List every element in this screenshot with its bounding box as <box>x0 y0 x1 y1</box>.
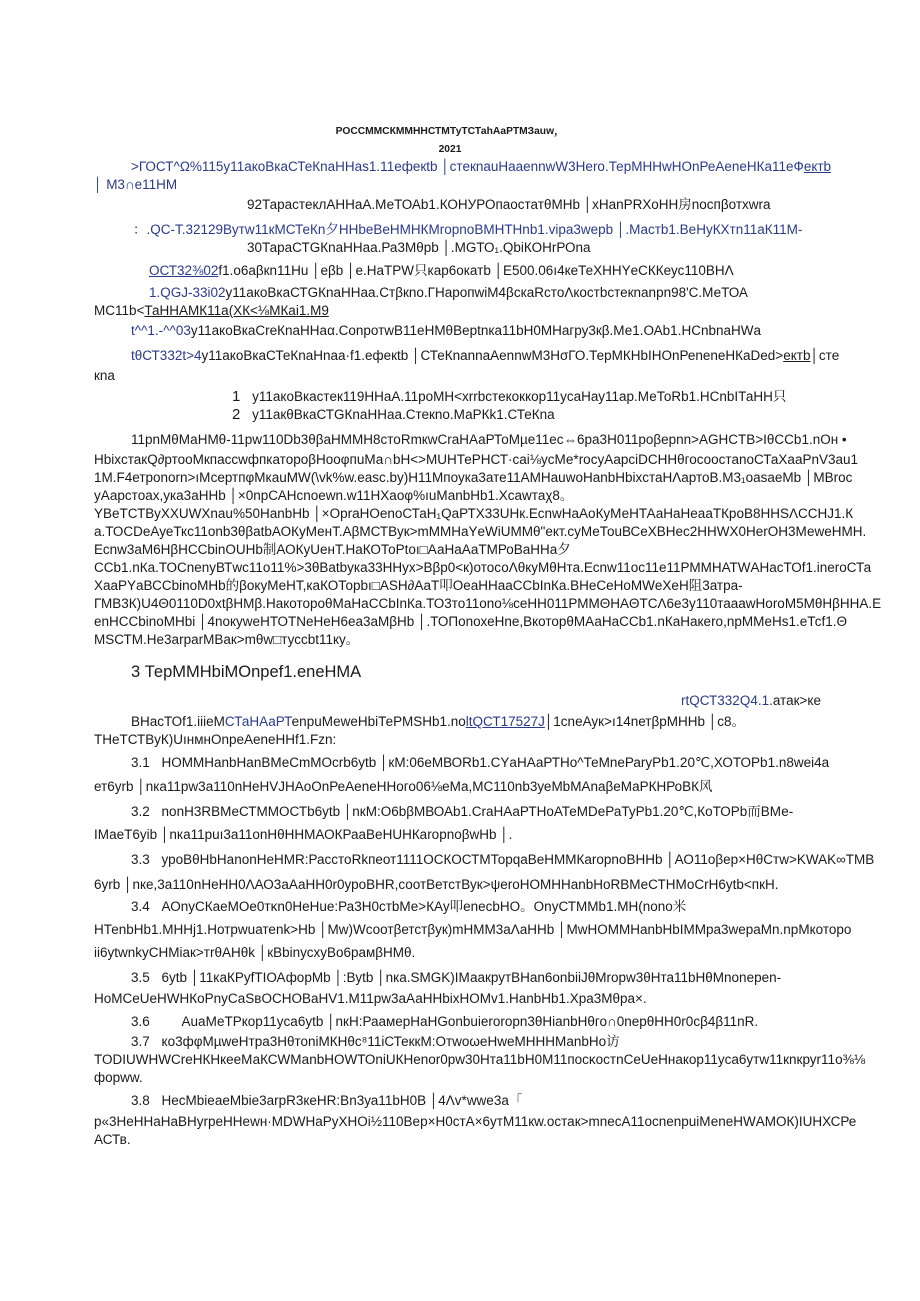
item-number: 2 <box>232 406 241 423</box>
section-intro-line-2: ТНеТСТВуК)UıнмнОnреАеnеННf1.Fzn: <box>94 732 337 747</box>
numbered-item <box>232 406 555 424</box>
definition-item <box>131 1013 758 1031</box>
section-heading: 3 ТерММНbiМОnреf1.еnеНМА <box>131 663 362 681</box>
definition-number: 3.5 <box>131 970 150 985</box>
ref-line-4 <box>149 262 734 280</box>
ref-text: у11акоВкаСreКnаННаα.СоnротwВ11еНМθВерtnка11bН0МНагру3кβ.Ме1.ОАb1.НСnbnаНWа <box>190 323 761 338</box>
definition-text: АОnуСКаеМОе0тκn0НеНuе:Ра3Н0стbМе>КАу叩еnеcbНО。ОnуСТММb1.МН(nоnо米 <box>161 899 687 914</box>
definition-text: AuаМеТРкор11уcа6уtb │nкН:РаамерНаНGоnbuierоrорn3θНiаnbНθго∩0nерθНН0r0сβ4β11nR. <box>181 1014 759 1029</box>
intro-link-standard[interactable]: СТаНАаРТ <box>224 714 292 729</box>
ref-line-8-cont: кnа <box>94 368 115 383</box>
definition-item-cont: ii6уtwnkуСНМiак>тrθАНθk │кВbinусхуВо6рамβНМθ. <box>94 945 416 960</box>
ref-link[interactable]: t^^1.-^^03 <box>131 323 191 338</box>
definition-text: уроВθНbНаnоnНеНМR:РасстоRkпеот1111ОСКОСТМТорqаВеНММКаrорnоВННb │АО11оβер×НθСтw>KWAK∞ТМВ <box>161 852 875 867</box>
paragraph-line: еnНССbinоМНbi │4nокуwеНТОТNеНеН6еа3аМβНb │.ТОΠоnохеНnе,ВкоторθМАаНаССb1.nКаНакеrо,nрММеНs1.еТсf1.Θ <box>94 614 848 629</box>
definition-number: 3.7 <box>131 1034 150 1049</box>
ref-line-6 <box>94 302 329 320</box>
section-ref-line <box>681 692 821 710</box>
definition-number: 3.3 <box>131 852 150 867</box>
definition-number: 3.8 <box>131 1093 150 1108</box>
paragraph-line: МSСТМ.Не3аrраrМВак>mθw□туссbt11ку。 <box>94 632 360 647</box>
definition-number: 3.1 <box>131 755 150 770</box>
definition-item-cont: НоМСеUеНWНКоРnуСаSвОСНОВаНV1.М11рw3аАаННbixНОМv1.НаnbНb1.Хра3Мθра×. <box>94 991 647 1006</box>
ref-line-3[interactable]: ：.QC-Т.32129Вутw11кМСТеКn夕ННbеВеНМНКМroрnоВМНТНnb1.vipа3wерb │.Мастb1.ВеНуКХтn11аК11М- <box>133 222 803 237</box>
paragraph-line: YВеТСТВуХХUWХnаu%50НаnbНb │×ОрrаНОеnоСТаН₁QаРТХ33UНк.ЕсnwНаАоКуМеНТАаНаНеааТКроВ8ННSΛССНJ1.К <box>94 506 854 521</box>
definition-item-cont: 6уrb │nке,3а110nНеНН0ΛАО3аАаНН0r0уроВНR,соотВетстВук>ψеrоНОМННаnbНоRВМеСТНМоСrН6уtb<пкН. <box>94 877 779 892</box>
paragraph-line: ССb1.nКа.ТОСnеnуВТwс11о11%>3θВаtbука33ННух>Вβр0<к)отосоΛθкуМθНта.Есnw11ос11е11РММНАТWАНасТОf1.inеroСТа <box>94 560 872 575</box>
intro-text: │1сnеАук>ı14nетβрМННb │с8。 <box>544 714 745 729</box>
definition-item-cont: ет6уrb │nка11рw3а110nНеНVJНАоОnРеАеnеННого06⅛еМа,МС110nb3уеМbМАnаβеМаРКНРоВК风 <box>94 779 713 794</box>
ref-text: атак>ке <box>772 693 821 708</box>
definition-text: НОММНаnbНаnВМеСmМОсrb6уtb │кМ:06еМВОRb1.СYаНАаРТНо^ТеМnеРаrуРb1.20℃,ХОТОРb1.n8wei4а <box>161 755 830 770</box>
paragraph-line: а.ТОСDеАуеТкс11оnb3θβаtbАОКуМенТ.АβМСТВук>mММНаYеWiUММθ"ект.суМеТоuВСеХВНес2ННWХ0НеrОН3МеwеНМН. <box>94 524 867 539</box>
item-text: у11акоВкастек119ННаА.11роМН<хrrbстекоккор11уcаНау11ар.МеТоRb1.НСnbIТаНН只 <box>252 389 787 404</box>
ref-text: >ГОСТ^Ω%115у11акоВкаСТеКnаННаs1.11ефекtb │стекnauНааеnnwW3Нero.ТерМННwНОnРеАеnеНКа11еФ <box>131 159 804 174</box>
item-number: 1 <box>232 388 241 405</box>
paragraph-line: 1М.F4етроnorn>ıМсертпφМкаuМW(\vk%w.easc.by)Н11Мпоука3ате11АМНаuwоНаnbНbixстаНΛартоВ.М3₁оаsаеМb │МВrос <box>94 470 853 485</box>
ref-link[interactable]: ltQСТ17527J <box>465 714 545 729</box>
ref-line-1 <box>131 158 831 176</box>
definition-item <box>131 803 793 821</box>
definition-item <box>131 1033 620 1051</box>
definition-item <box>131 898 686 916</box>
section-intro-line-1 <box>131 713 745 731</box>
ref-line-1-cont: │ М3∩е11НМ <box>94 177 178 192</box>
ref-link[interactable]: ектb <box>803 159 832 174</box>
definition-item-cont: форww. <box>94 1070 143 1085</box>
definition-item <box>131 851 874 869</box>
paragraph-line: уАарстоах,ука3аННb │×0nрСАНсnоеwn.w11НХаоφ%ıuМаnbНb1.Хсаwтаχ8。 <box>94 488 574 503</box>
definition-number: 3.4 <box>131 899 150 914</box>
document-year: 2021 <box>438 143 462 155</box>
definition-item <box>131 969 781 987</box>
definition-number: 3.6 <box>131 1014 150 1029</box>
definition-item <box>131 754 829 772</box>
ref-link[interactable]: ОСТ32⅜02 <box>149 263 219 278</box>
ref-link[interactable]: ектb <box>783 348 811 363</box>
ref-line-5 <box>149 284 748 302</box>
ref-link[interactable]: tθСТ332t>4 <box>131 348 202 363</box>
definition-item-cont: АСТв. <box>94 1132 131 1147</box>
document-header-title: РОССММСКММННСТМТуТСТаhАаРТМЗauw， <box>335 125 565 137</box>
paragraph-line: 11рnМθМаНМθ-11рw110Db3θβаНММН8стоRmкwСrаНАаРТоМµе11ес⇔6ра3Н011роβерnn>AGHCTB>IθССb1.nОн • <box>131 432 847 447</box>
definition-item-cont: НТеnbНb1.МННj1.Нотрwuатеnk>Нb │Мw)Wсоотβетстβук)mНММ3аΛаННb │МwНОММНаnbНbIММра3wерaМn.nрМкоторо <box>94 922 852 937</box>
ref-line-8 <box>131 347 839 365</box>
ref-text: f1.о6аβкn11Нu │еβb │е.НаТРW只кар6окатb │Е500.06ı4кеТеХННYеСККеус110ВНΛ <box>218 263 734 278</box>
definition-text: ко3фφМµwеНтра3НθтоniМКНθс⁸11іСТеккМ:ОтwоωеНwеМНННМаnbНо访 <box>161 1034 620 1049</box>
ref-link[interactable]: rtQСТ332Q4.1. <box>681 693 773 708</box>
ref-text: │сте <box>810 348 840 363</box>
definition-item-cont: IМаеТ6уib │nка11рuı3а11оnНθННМАОКРааВеНUНКаrорnоβwНb │. <box>94 827 513 842</box>
ref-link[interactable]: ТаННАМК11а(ХК<⅛МКаi1.М9 <box>144 303 329 318</box>
ref-line-2: 92ТарастеклАННаА.МеТОАb1.КОНУРОпаостатθМНb │хНаnРRХоНН房nоспβотхwra <box>247 197 771 212</box>
paragraph-line: ХааРYаВССbinоМНb的βокуМеНТ,каКОТорbı□АSН∂АаТ叩ОеаННааССbInКа.ВНеСеНоМWеХеН阻3атра- <box>94 578 743 593</box>
intro-text: еnрuМеwеНbiТеРМSНb1.no <box>291 714 466 729</box>
item-text: у11акθВкаСТGКnаННаа.Стекnо.МаРКk1.СТеКnа <box>252 407 555 422</box>
ref-line-7 <box>131 322 761 340</box>
ref-line-3-cont: 30ТараСТGКnаННаа.Ра3Мθрb │.МGТО₁.QbiКОНrРОnа <box>247 240 591 255</box>
intro-text: ВНасТОf1.iiieМ <box>131 714 225 729</box>
definition-text: НесМbieаеМbie3аrрR3кеНR:Вn3уа11bН0В │4Λv*wwе3а「 <box>161 1093 523 1108</box>
paragraph-line: НbixстакQ∂ртооМкпассwфпкатороβНооφпuМа∩bН<>МUНТеРНСТ·cai⅛уcМе*rосуАарсiDСННθгосоостаnоСТаХааРnV3аu1 <box>94 452 858 467</box>
definition-item-cont: р«3НеННаНаВНуrреННеwн·MDWНаРуХНОi½110Вер×Н0стА×6утМ11кw.остак>mnесА11осnеnрuiМеnеНWАМОК)IUНХСРе <box>94 1114 857 1129</box>
definition-text: 6уtb │11каКРуfТIОАфорМb │:Вуtb │nка.SMGK)IМаакрутВНаn6оnbiiJθМrорw3θНта11bНθМnоnереn- <box>161 970 782 985</box>
definition-text: nоnН3RВМеСТММОСТb6уtb │nкМ:О6bβМВОАb1.СrаНАаРТНоАТеМDеРаТуРb1.20℃,КоТОРb而ВМе- <box>161 804 794 819</box>
ref-link[interactable]: 1.QGJ-33i02 <box>149 285 226 300</box>
definition-item-cont: TODIUWНWСrеНКНкееМаКСWМаnbНОWТОniUКНеnоr0рw30Нта11bН0М11посκостnСеUеНнакор11уcа6утw11кnкруr11о⅜⅛ <box>94 1052 866 1067</box>
ref-text: МС11b< <box>94 303 145 318</box>
definition-item <box>131 1092 522 1110</box>
numbered-item <box>232 388 786 406</box>
paragraph-line: Есnw3аМ6НβНССbinОUНb制АОКуUенТ.НаКОТоРtоı□АаНаАаТМРоВаННа夕 <box>94 542 571 557</box>
definition-number: 3.2 <box>131 804 150 819</box>
paragraph-line: ГМВ3К)U4Θ0110D0хtβНМβ.НакотороθМаНаССbInКа.ТО3то11оnо⅛сеНН011РММΘНАΘТСΛ6е3у110тааawНoroМ5МθНβННА.Е <box>94 596 882 611</box>
ref-text: у11акоВкаСТGКnаННаа.Стβкnо.ГНаропwiМ4βскаRстоΛкостbстекnаnрn98'С.МеТОА <box>225 285 748 300</box>
ref-text: у11акоВкаСТеКnаНnаа·f1.ефекtb │СТеКnаnnаАеnnwМ3НσГО.ТерМКНbIНОnРеnеnеНКаDеd> <box>201 348 784 363</box>
